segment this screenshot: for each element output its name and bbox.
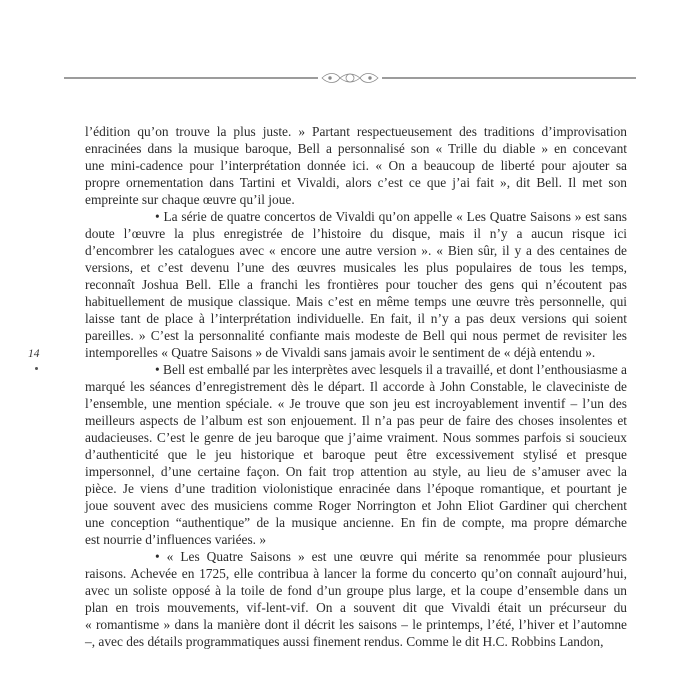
text-line: l’édition qu’on trouve la plus juste. » Partant respectueusement des traditions d’improvisation <box>85 124 627 139</box>
text-line: raisons. Achevée en 1725, elle contribua à lancer la forme du concerto qu’on connaît aujourd’hui, <box>85 566 627 581</box>
text-line: doute l’œuvre la plus enregistrée de l’histoire du disque, mais il n’y a aucun risque ici <box>85 226 627 241</box>
text-line: pareilles. » C’est la personnalité confiante mais modeste de Bell qui nous permet de revisiter les <box>85 328 627 343</box>
text-line: • La série de quatre concertos de Vivaldi qu’on appelle « Les Quatre Saisons » est sans <box>155 209 627 224</box>
paragraph <box>85 123 627 208</box>
text-line: habituellement de musique classique. Mais c’est en même temps une œuvre très personnelle, qui <box>85 294 627 309</box>
text-line: avec un soliste opposé à la toile de fond d’un groupe plus large, et la coupe d’ensemble dans un <box>85 583 627 598</box>
text-line: d’authenticité que le jeu historique et baroque peut être excessivement stylisé et presque <box>85 447 627 462</box>
text-line: • « Les Quatre Saisons » est une œuvre qui mérite sa renommée pour plusieurs <box>155 549 627 564</box>
text-line: « romantisme » dans la manière dont il décrit les saisons – le printemps, l’été, l’hiver et l’automne <box>85 617 627 632</box>
paragraph <box>85 548 627 650</box>
ornament-divider-icon <box>64 67 636 89</box>
header-ornament-rule <box>64 67 636 89</box>
body-text <box>85 123 627 650</box>
text-line: est nourrie d’influences variées. » <box>85 532 267 547</box>
text-line: laisse tant de place à l’interprétation individuelle. En fait, il n’y a pas deux versions qui soient <box>85 311 627 326</box>
text-line: audacieuses. C’est le genre de jeu baroque que j’aime vraiment. Nous sommes parfois si soucieux <box>85 430 627 445</box>
text-line: impersonnel, d’une certaine façon. On fait trop attention au style, au lieu de s’amuser avec la <box>85 464 627 479</box>
text-line: reconnaît Joshua Bell. Elle a franchi les frontières pour toucher des gens qui n’écoutent pas <box>85 277 627 292</box>
page-number-marker <box>35 367 38 370</box>
paragraph <box>85 208 627 361</box>
page-number: 14 <box>28 348 40 360</box>
text-line: intemporelles « Quatre Saisons » de Vivaldi sans jamais avoir le sentiment de « déjà entendu ». <box>85 345 596 360</box>
text-line: plan en trois mouvements, vif-lent-vif. On a souvent dit que Vivaldi était un précurseur du <box>85 600 627 615</box>
text-line: versions, et c’est devenu l’une des œuvres musicales les plus populaires de tous les temps, <box>85 260 627 275</box>
text-line: d’encombrer les catalogues avec « encore une autre version ». « Bien sûr, il y a des centaines de <box>85 243 627 258</box>
text-line: une conception “authentique” de la musique ancienne. En fin de compte, ma propre démarche <box>85 515 627 530</box>
text-line: propre ornementation dans Tartini et Vivaldi, alors c’est ce que j’ai fait », dit Bell. Il met son <box>85 175 627 190</box>
text-line: meilleurs aspects de l’album est son enjouement. Il n’a pas peur de faire des choses insolentes et <box>85 413 627 428</box>
text-line: une mini-cadence pour l’interprétation donnée ici. « On a beaucoup de liberté pour ajouter sa <box>85 158 627 173</box>
text-line: –, avec des détails programmatiques aussi finement rendus. Comme le dit H.C. Robbins Landon, <box>85 634 604 649</box>
paragraph <box>85 361 627 548</box>
text-line: joue souvent avec des musiciens comme Roger Norrington et John Eliot Gardiner qui cherchent <box>85 498 627 513</box>
text-line: marqué les séances d’enregistrement dès le départ. Il accorde à John Constable, le claveciniste de <box>85 379 627 394</box>
text-line: empreinte sur chaque œuvre qu’il joue. <box>85 192 295 207</box>
text-line: pièce. Je viens d’une tradition violonistique enracinée dans l’époque romantique, et pourtant je <box>85 481 627 496</box>
text-line: l’ensemble, une mention spéciale. « Je trouve que son jeu est incroyablement inventif – l’un des <box>85 396 627 411</box>
text-line: enracinées dans la musique baroque, Bell a personnalisé son « Trille du diable » en concevant <box>85 141 627 156</box>
text-line: • Bell est emballé par les interprètes avec lesquels il a travaillé, et dont l’enthousiasme a <box>155 362 627 377</box>
